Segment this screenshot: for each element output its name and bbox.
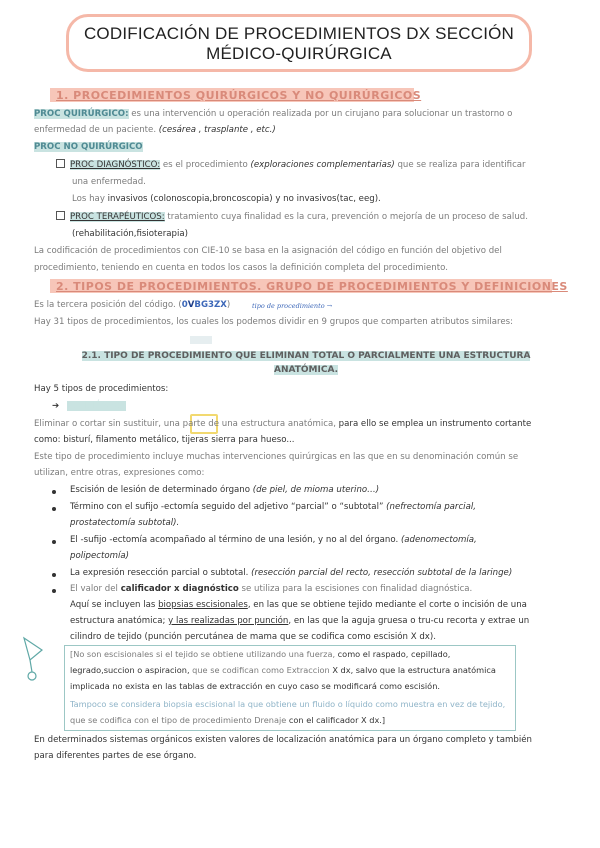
note-line3	[70, 680, 440, 692]
bullet5-text-b: se utiliza para la escisiones con finalidad diagnóstica.	[238, 584, 473, 594]
bullet1-ital: (de piel, de mioma uterino…)	[252, 485, 380, 495]
bullet5-line3	[70, 615, 529, 627]
proc-quirurgico-examples: (cesárea , trasplante , etc.)	[158, 125, 276, 135]
note-line5	[70, 714, 385, 726]
note5b: con el calificador X dx.]	[286, 715, 386, 725]
page-title	[66, 24, 532, 64]
escision-line	[52, 400, 126, 412]
eliminar-b: de una estructura anatómica,	[205, 419, 336, 429]
proc-quirurgico-line2	[34, 124, 276, 136]
eliminar-a: Eliminar o cortar sin sustituir, una	[34, 419, 183, 429]
note-line1	[70, 648, 450, 660]
code-close: )	[226, 300, 231, 310]
note1a: [No son escisionales si el tejido se obtiene utilizando una fuerza,	[70, 649, 336, 659]
eliminar-text2: como: bisturí, filamento metálico, tijeras sierra para hueso...	[34, 435, 295, 445]
diagnostico-los-hay: Los hay	[72, 194, 108, 204]
bullet2-line1	[70, 501, 476, 513]
code-char-v: V	[187, 300, 195, 310]
code-char-g: G	[200, 300, 209, 310]
hay5-line	[34, 383, 168, 395]
hay5-text: Hay 5 tipos de procedimientos:	[34, 384, 169, 394]
diagnostico-line3	[72, 193, 381, 205]
bullet2-line2	[70, 517, 179, 529]
proc-no-quirurgico-label: PROC NO QUIRÚRGICO	[34, 142, 143, 152]
cie-text2: procedimiento, teniendo en cuenta en todos los casos la definición completa del procedimiento.	[34, 263, 448, 273]
este-line2	[34, 467, 204, 479]
note1b: como el raspado, cepillado,	[335, 649, 451, 659]
bullet3-line1	[70, 534, 477, 546]
bullet3-line2	[70, 550, 129, 562]
final-text2: para diferentes partes de ese órgano.	[34, 751, 197, 761]
bullet3-ital2: polipectomía)	[70, 551, 129, 561]
note2a: legrado,succion o aspiracion,	[70, 665, 190, 675]
subsection-title-text2: ANATÓMICA.	[273, 365, 338, 375]
bullet5-bold: calificador x diagnóstico	[120, 584, 239, 594]
bullet4-text: La expresión resección parcial o subtotal.	[70, 568, 252, 578]
checkbox-icon	[56, 211, 65, 220]
bullet5-line3b: , en las que la aguja gruesa o tru-cu recorta y extrae un	[288, 616, 530, 626]
proc-quirurgico-line1	[34, 108, 512, 120]
bullet4-ital: (resección parcial del recto, resección subtotal de la laringe)	[251, 568, 513, 578]
note4: Tampoco se considera biopsia escisional la que obtiene un fluido o líquido como muestra en vez de tejido,	[70, 699, 506, 709]
note2b: que se codifican como Extraccion	[189, 665, 330, 675]
final-line2	[34, 750, 196, 762]
diagnostico-text2: que se realiza para identificar	[394, 160, 526, 170]
note-line4	[70, 698, 505, 710]
diagnostico-line2	[72, 176, 146, 188]
terapeuticos-label: PROC TERAPÉUTICOS:	[70, 212, 165, 222]
section2-title: 2. TIPOS DE PROCEDIMIENTOS. GRUPO DE PROCEDIMIENTOS Y DEFINICIONES	[56, 280, 568, 293]
bullet-icon	[52, 490, 56, 494]
handwritten-flag-icon	[18, 636, 48, 684]
handwritten-note-text: tipo de procedimiento	[252, 302, 325, 310]
handwritten-note: tipo de procedimiento →	[252, 302, 333, 310]
note2c: X dx, salvo que la estructura anatómica	[329, 665, 496, 675]
diagnostico-line1	[56, 159, 526, 171]
proc-quirurgico-text2: enfermedad de un paciente.	[34, 125, 159, 135]
code-char-0: 0	[181, 300, 188, 310]
terapeuticos-line1	[56, 211, 528, 223]
code-char-3z: 3Z	[208, 300, 221, 310]
subsection-title-text1: 2.1. TIPO DE PROCEDIMIENTO QUE ELIMINAN TOTAL O PARCIALMENTE UNA ESTRUCTURA	[81, 351, 531, 361]
bullet5-line4: cilindro de tejido (punción percutánea de mama que se codifica como escisión X dx).	[70, 632, 436, 642]
cie-text1: La codificación de procedimientos con CIE-10 se basa en la asignación del código en función del objetivo del	[34, 246, 502, 256]
page-title-line2: MÉDICO-QUIRÚRGICA	[206, 44, 392, 63]
eliminar-line2	[34, 434, 295, 446]
tipos-text: Hay 31 tipos de procedimientos, los cuales los podemos dividir en 9 grupos que comparten atributos similares:	[34, 317, 514, 327]
arrow-icon: ➔	[52, 401, 60, 411]
section1-title: 1. PROCEDIMIENTOS QUIRÚRGICOS Y NO QUIRÚRGICOS	[56, 89, 422, 102]
bullet2-ital2: prostatectomía subtotal).	[70, 518, 180, 528]
code-char-x: X	[220, 300, 227, 310]
este-text1: Este tipo de procedimiento incluye muchas intervenciones quirúrgicas en las que en su denominación común se	[34, 452, 519, 462]
subsection-title-line1	[66, 349, 546, 363]
redacted-mark	[190, 336, 212, 344]
proc-quirurgico-label: PROC QUIRÚRGICO:	[34, 109, 129, 119]
bullet1-line	[70, 484, 379, 496]
bullet5-line3ul: y las realizadas por punción	[168, 616, 289, 626]
eliminar-c: para ello se emplea un instrumento cortante	[335, 419, 532, 429]
note5a: que se codifica con el tipo de procedimiento Drenaje	[70, 715, 287, 725]
bullet5-line2	[70, 599, 527, 611]
checkbox-icon	[56, 159, 65, 168]
bullet4-line	[70, 567, 512, 579]
final-line1	[34, 734, 532, 746]
eliminar-parte: parte	[182, 419, 206, 429]
proc-no-quirurgico-line	[34, 141, 143, 153]
bullet1-text: Escisión de lesión de determinado órgano	[70, 485, 253, 495]
final-text1: En determinados sistemas orgánicos existen valores de localización anatómica para un órgano completo y también	[34, 735, 532, 745]
diagnostico-text3: una enfermedad.	[72, 177, 146, 187]
subsection-title-line2	[66, 363, 546, 377]
page-title-line1: CODIFICACIÓN DE PROCEDIMIENTOS DX SECCIÓN	[83, 24, 515, 43]
diagnostico-types: invasivos (colonoscopia,broncoscopia) y no invasivos(tac, eeg).	[107, 194, 381, 204]
escision-label: ESCISIÓN (B):	[67, 401, 127, 411]
terapeuticos-examples: (rehabilitación,fisioterapia)	[72, 229, 188, 239]
bullet-icon	[52, 573, 56, 577]
diagnostico-text1: es el procedimiento	[160, 160, 251, 170]
cie-line2	[34, 262, 448, 274]
bullet5-line1	[70, 583, 472, 595]
bullet2-text: Término con el sufijo -ectomía seguido del adjetivo “parcial” o “subtotal”	[70, 502, 387, 512]
bullet2-ital1: (nefrectomía parcial,	[386, 502, 476, 512]
bullet3-ital1: (adenomectomía,	[400, 535, 477, 545]
bullet5-line2b: , en las que se obtiene tejido mediante el corte o incisión de una	[247, 600, 527, 610]
note3: implicada no exista en las tablas de extracción en cuyo caso se modificará como escisión.	[70, 681, 440, 691]
cie-line1	[34, 245, 502, 257]
eliminar-line1	[34, 418, 531, 430]
bullet5-line3a: estructura anatómica;	[70, 616, 169, 626]
note-line2	[70, 664, 496, 676]
posicion-line	[34, 299, 230, 311]
bullet3-text: El -sufijo -ectomía acompañado al término de una lesión, y no al del órgano.	[70, 535, 401, 545]
bullet-icon	[52, 589, 56, 593]
tipos-line	[34, 316, 513, 328]
terapeuticos-line2	[72, 228, 188, 240]
este-text2: utilizan, entre otras, expresiones como:	[34, 468, 205, 478]
bullet-icon	[52, 540, 56, 544]
subsection-title	[66, 349, 546, 377]
bullet5-line2ul: biopsias escisionales	[158, 600, 248, 610]
bullet5-line2a: Aquí se incluyen las	[70, 600, 159, 610]
bullet5-line4	[70, 631, 436, 643]
proc-quirurgico-text1: es una intervención u operación realizada por un cirujano para solucionar un trastorno o	[128, 109, 513, 119]
este-line1	[34, 451, 518, 463]
bullet5-text: El valor del	[70, 584, 121, 594]
bullet-icon	[52, 507, 56, 511]
terapeuticos-text: tratamiento cuya finalidad es la cura, prevención o mejoría de un proceso de salud.	[164, 212, 528, 222]
code-char-b: B	[194, 300, 201, 310]
diagnostico-label: PROC DIAGNÓSTICO:	[70, 160, 161, 170]
posicion-text: Es la tercera posición del código. (	[34, 300, 182, 310]
diagnostico-ital: (exploraciones complementarias)	[250, 160, 395, 170]
